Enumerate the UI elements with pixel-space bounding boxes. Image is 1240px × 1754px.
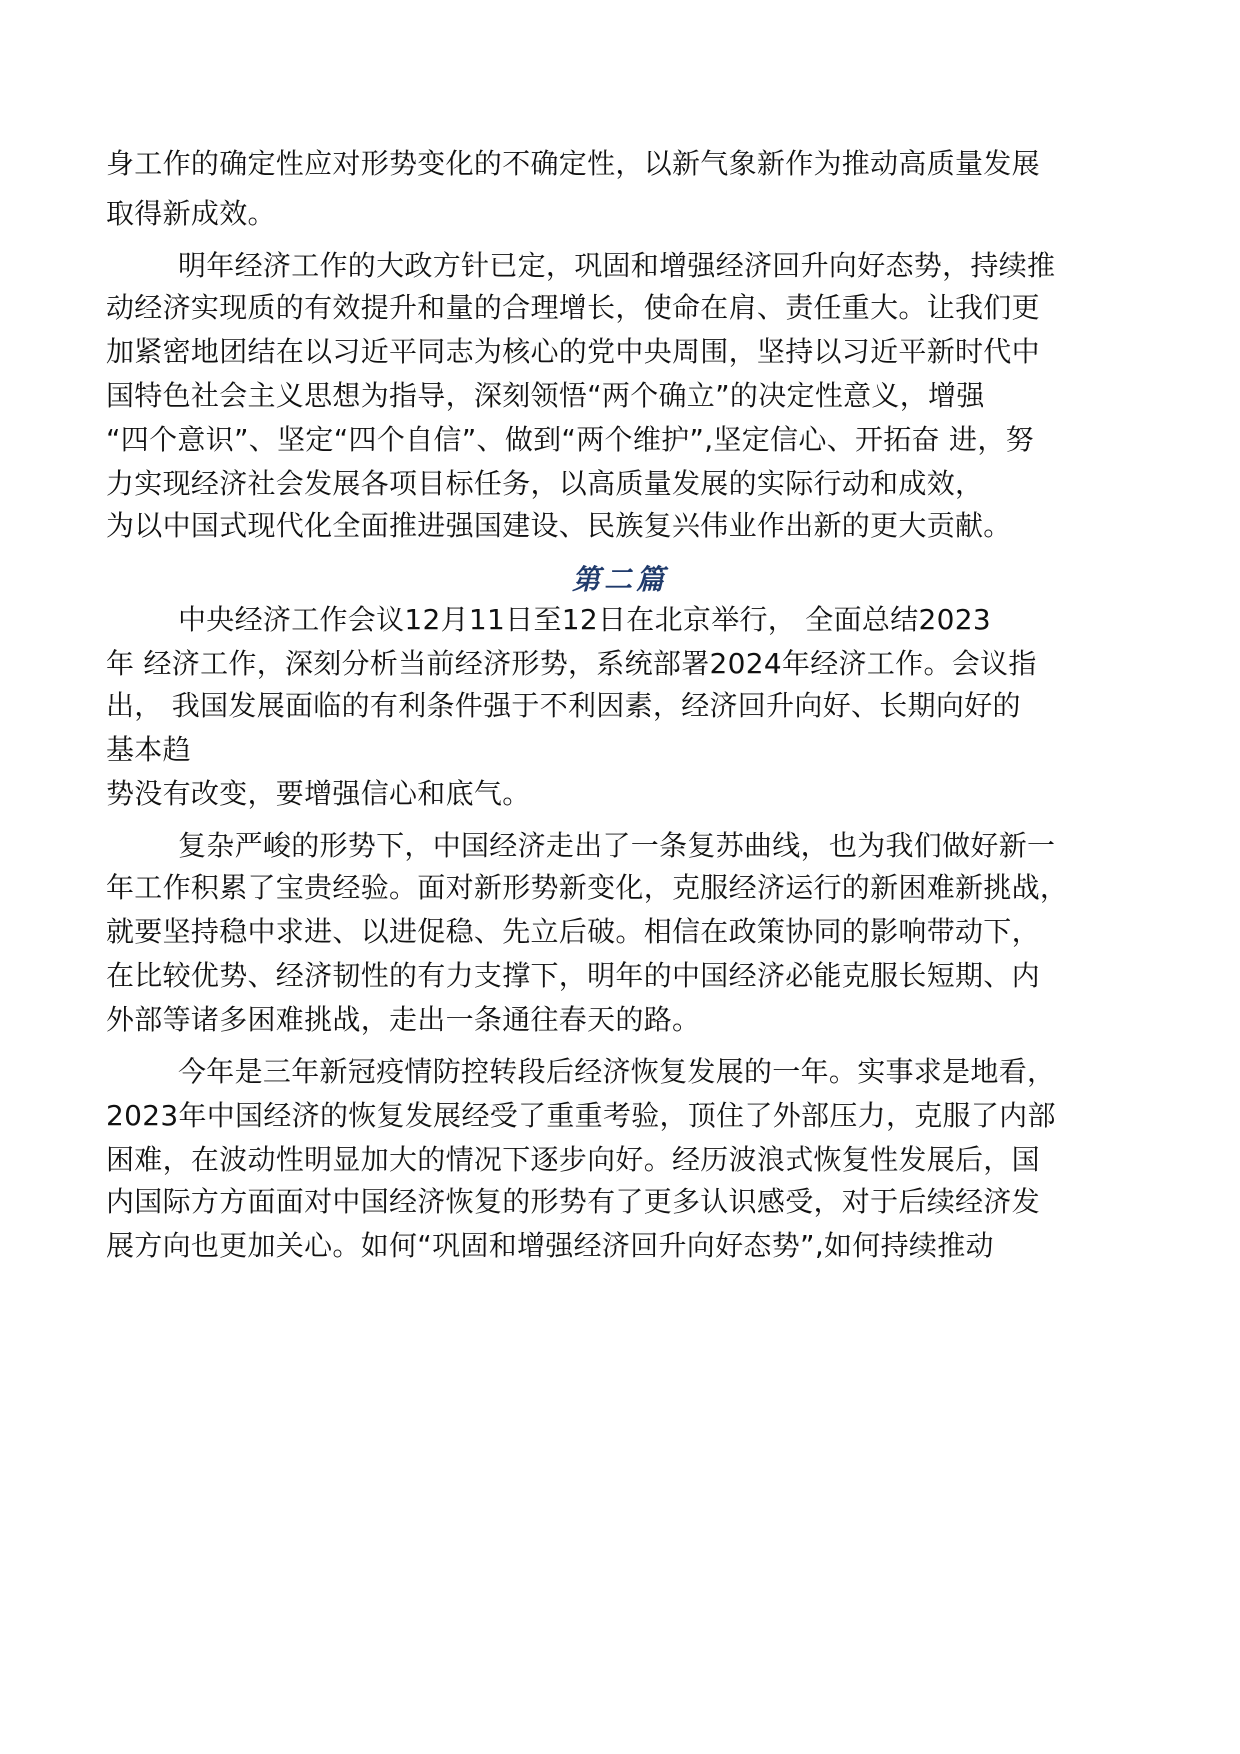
paragraph-line: 出， 我国发展面临的有利条件强于不利因素，经济回升向好、长期向好的: [106, 689, 1021, 722]
paragraph-line: 展方向也更加关心。如何“巩固和增强经济回升向好态势”,如何持续推动: [106, 1229, 994, 1262]
paragraph-line: 基本趋: [106, 733, 191, 766]
paragraph-line: 国特色社会主义思想为指导，深刻领悟“两个确立”的决定性意义，增强: [106, 379, 985, 412]
paragraph-line: 动经济实现质的有效提升和量的合理增长，使命在肩、责任重大。让我们更: [106, 291, 1040, 324]
paragraph-line: 明年经济工作的大政方针已定，巩固和增强经济回升向好态势，持续推: [178, 249, 1056, 282]
paragraph-line: 势没有改变，要增强信心和底气。: [106, 777, 531, 810]
paragraph-line: 为以中国式现代化全面推进强国建设、民族复兴伟业作出新的更大贡献。: [106, 509, 1012, 542]
section-title: 第二篇: [571, 563, 668, 596]
paragraph-line: 中央经济工作会议12月11日至12日在北京举行， 全面总结2023: [178, 603, 991, 636]
paragraph-line: 在比较优势、经济韧性的有力支撑下，明年的中国经济必能克服长短期、内: [106, 959, 1040, 992]
paragraph-line: 今年是三年新冠疫情防控转段后经济恢复发展的一年。实事求是地看，: [178, 1055, 1056, 1088]
paragraph-line: 取得新成效。: [106, 197, 276, 230]
paragraph-line: 外部等诸多困难挑战，走出一条通往春天的路。: [106, 1003, 701, 1036]
paragraph-line: 力实现经济社会发展各项目标任务，以高质量发展的实际行动和成效，: [106, 467, 984, 500]
paragraph-line: 复杂严峻的形势下，中国经济走出了一条复苏曲线，也为我们做好新一: [178, 829, 1056, 862]
paragraph-line: 就要坚持稳中求进、以进促稳、先立后破。相信在政策协同的影响带动下，: [106, 915, 1040, 948]
paragraph-line: 2023年中国经济的恢复发展经受了重重考验，顶住了外部压力，克服了内部: [106, 1099, 1056, 1132]
paragraph-line: 加紧密地团结在以习近平同志为核心的党中央周围，坚持以习近平新时代中: [106, 335, 1040, 368]
paragraph-line: 年 经济工作，深刻分析当前经济形势，系统部署2024年经济工作。会议指: [106, 647, 1037, 680]
paragraph-line: “四个意识”、坚定“四个自信”、做到“两个维护”,坚定信心、开拓奋 进，努: [106, 423, 1034, 456]
paragraph-line: 年工作积累了宝贵经验。面对新形势新变化，克服经济运行的新困难新挑战，: [106, 871, 1069, 904]
paragraph-line: 困难，在波动性明显加大的情况下逐步向好。经历波浪式恢复性发展后，国: [106, 1143, 1040, 1176]
paragraph-line: 内国际方方面面对中国经济恢复的形势有了更多认识感受，对于后续经济发: [106, 1185, 1040, 1218]
paragraph-line: 身工作的确定性应对形势变化的不确定性，以新气象新作为推动高质量发展: [106, 147, 1040, 180]
